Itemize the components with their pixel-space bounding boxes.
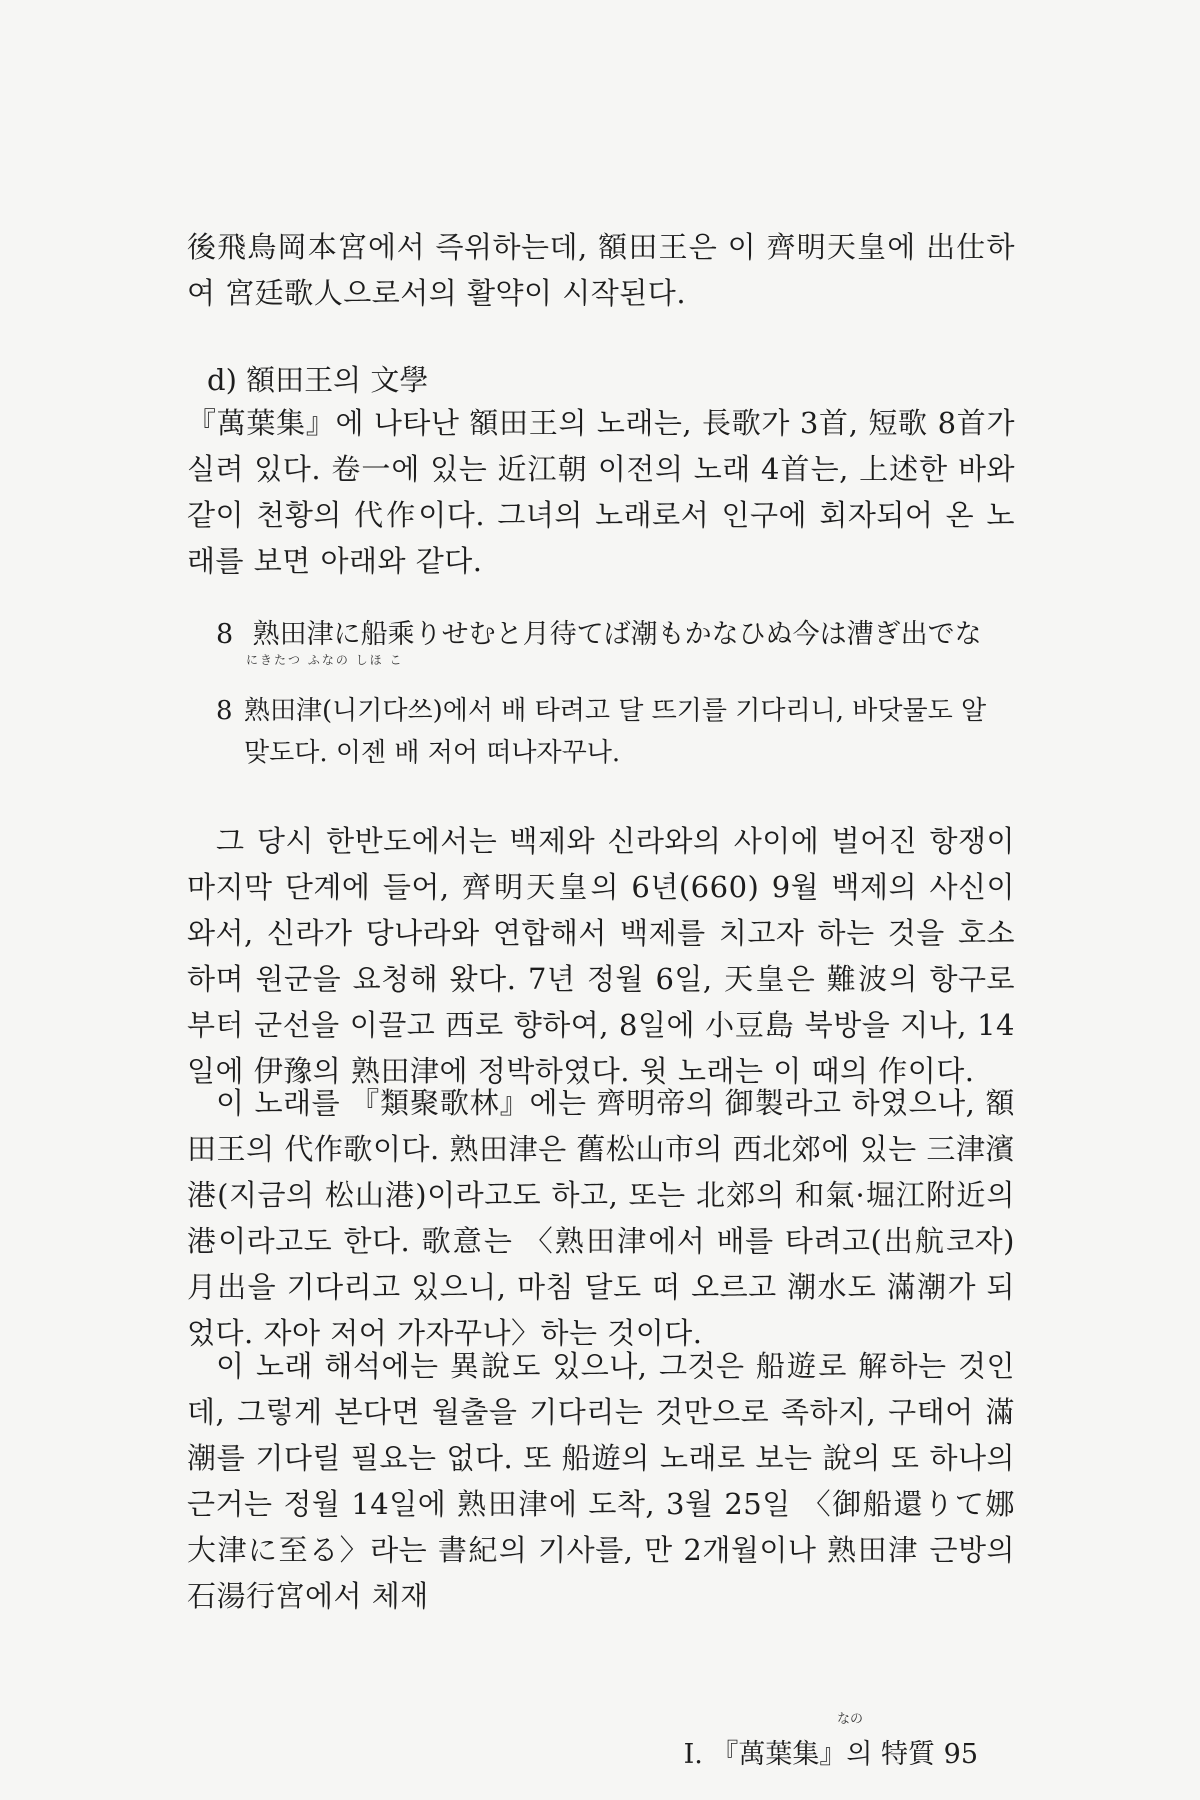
furigana-nano: なの xyxy=(837,1712,864,1727)
paragraph-interpretation: 이 노래 해석에는 異說도 있으나, 그것은 船遊로 解하는 것인데, 그렇게 본다면 월출을 기다리는 것만으로 족하지, 구태어 滿潮를 기다릴 필요는 없다. 또 船遊의 노래로 보는 說의 또 하나의 근거는 정월 14일에 熟田津에 도착, 3월 25일 〈御船還りて娜大津に至る〉라는 書紀의 기사를, 만 2개월이나 熟田津 근방의 石湯行宮에서 체재 xyxy=(187,1349,1015,1613)
paragraph-history: 그 당시 한반도에서는 백제와 신라와의 사이에 벌어진 항쟁이 마지막 단계에 들어, 齊明天皇의 6년(660) 9월 백제의 사신이 와서, 신라가 당나라와 연합해서 백제를 치고자 하는 것을 호소하며 원군을 요청해 왔다. 7년 정월 6일, 天皇은 難波의 항구로부터 군선을 이끌고 西로 향하여, 8일에 小豆島 북방을 지나, 14일에 伊豫의 熟田津에 정박하였다. 윗 노래는 이 때의 作이다. xyxy=(187,824,1015,1088)
paragraph-authorship: 이 노래를 『類聚歌林』에는 齊明帝의 御製라고 하였으나, 額田王의 代作歌이다. 熟田津은 舊松山市의 西北郊에 있는 三津濱港(지금의 松山港)이라고도 하고, 또는 北郊의 和氣·堀江附近의 港이라고도 한다. 歌意는 〈熟田津에서 배를 타려고(出航코자) 月出을 기다리고 있으니, 마침 달도 떠 오르고 潮水도 滿潮가 되었다. 자아 저어 가자꾸나〉하는 것이다. xyxy=(187,1086,1015,1350)
section-heading: d) 額田王의 文學 xyxy=(207,363,429,397)
translation-block xyxy=(216,690,1008,774)
translation-text: 熟田津(니기다쓰)에서 배 타려고 달 뜨기를 기다리니, 바닷물도 알맞도다. 이젠 배 저어 떠나자꾸나. xyxy=(244,696,987,768)
top-paragraph: 後飛鳥岡本宮에서 즉위하는데, 額田王은 이 齊明天皇에 出仕하여 宮廷歌人으로서의 활약이 시작된다. xyxy=(187,230,1015,310)
poem-line xyxy=(216,615,982,655)
translation-number: 8 xyxy=(216,696,233,726)
poem-text: 熟田津に船乘りせむと月待てば潮もかなひぬ今は漕ぎ出でな xyxy=(252,619,982,650)
page-footer: I. 『萬葉集』의 特質 95 xyxy=(683,1739,978,1770)
intro-paragraph: 『萬葉集』에 나타난 額田王의 노래는, 長歌가 3首, 短歌 8首가 실려 있다. 卷一에 있는 近江朝 이전의 노래 4首는, 上述한 바와 같이 천황의 代作이다. 그녀의 노래로서 인구에 회자되어 온 노래를 보면 아래와 같다. xyxy=(187,406,1015,578)
poem-number: 8 xyxy=(216,619,234,650)
poem-furigana: にきたつ ふなの しほ こ xyxy=(246,653,404,667)
